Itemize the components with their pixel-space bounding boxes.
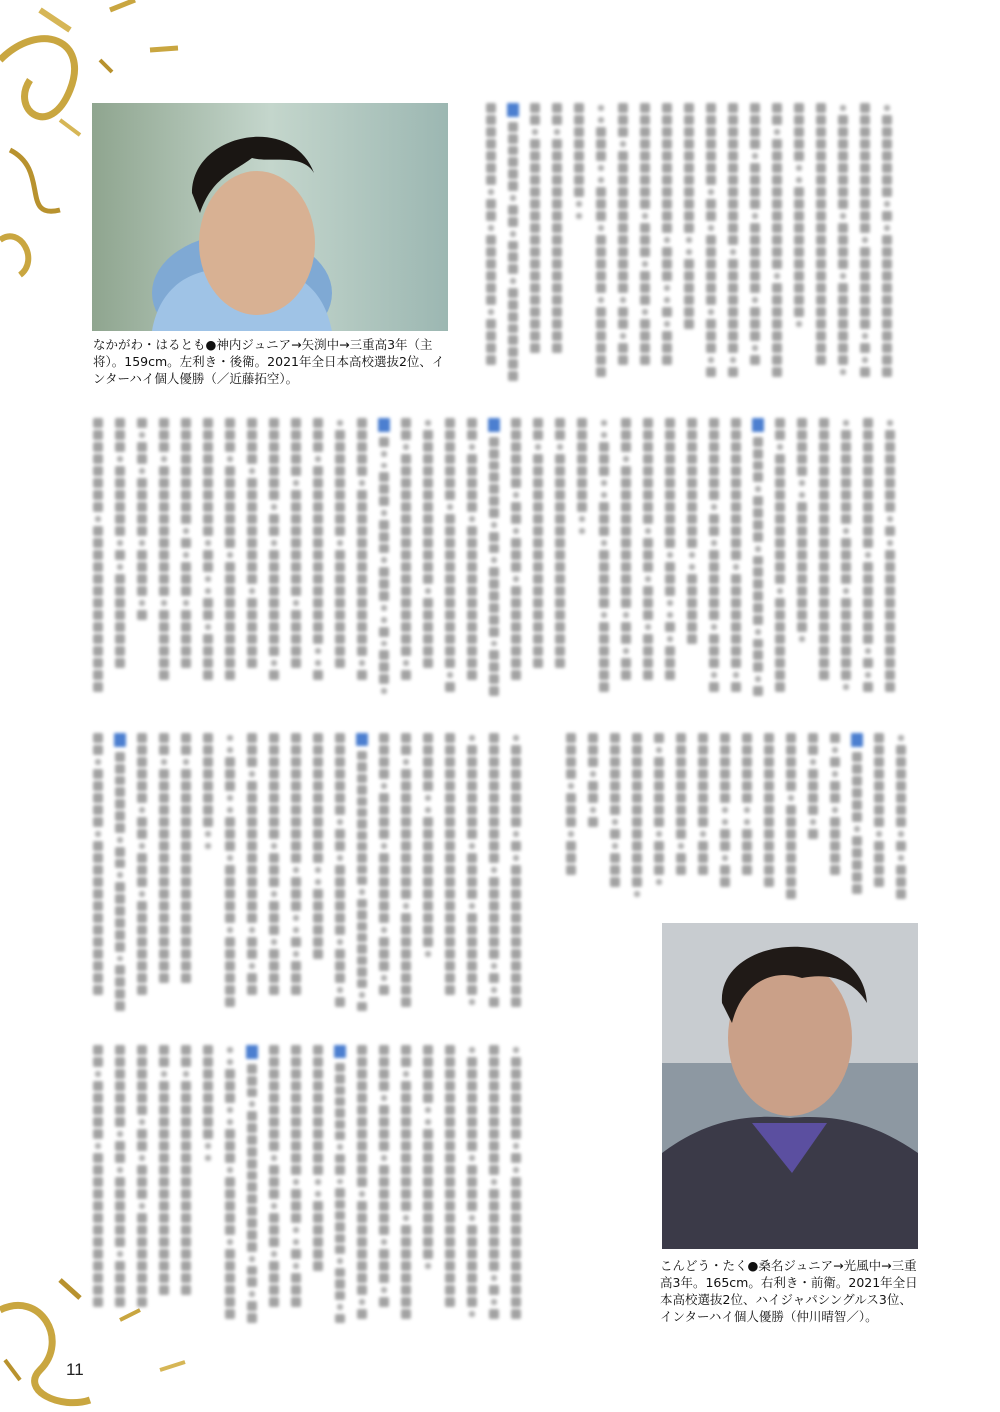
text-column (510, 733, 521, 1013)
text-block-top-right (485, 103, 892, 383)
text-column (114, 733, 125, 1013)
text-column (510, 1045, 521, 1325)
text-column (466, 1045, 477, 1325)
text-column (202, 733, 213, 1013)
text-column (774, 418, 785, 698)
text-column (334, 418, 345, 698)
text-block-middle (92, 418, 895, 698)
text-column (617, 103, 628, 383)
text-column (661, 103, 672, 383)
text-column (136, 418, 147, 698)
text-column (771, 103, 782, 383)
text-column (529, 103, 540, 383)
text-column (158, 418, 169, 698)
text-column (290, 1045, 301, 1325)
text-column (312, 1045, 323, 1325)
text-column (565, 733, 576, 903)
text-column (246, 418, 257, 698)
text-column (840, 418, 851, 698)
nakagawa-caption: なかがわ・はるとも●神内ジュニア→矢渕中→三重高3年（主将）。159cm。左利き・後衛。2021年全日本高校選抜2位、インターハイ個人優勝（／近藤拓空）。 (93, 337, 445, 386)
text-column (686, 418, 697, 698)
text-column (862, 418, 873, 698)
text-block-bottom (92, 1045, 521, 1325)
text-column (378, 1045, 389, 1325)
text-column (595, 103, 606, 383)
text-column (466, 733, 477, 1013)
text-column (444, 418, 455, 698)
text-column (92, 1045, 103, 1325)
text-column (488, 418, 499, 698)
text-column (400, 1045, 411, 1325)
text-column (114, 1045, 125, 1325)
text-column (378, 733, 389, 1013)
text-column (859, 103, 870, 383)
text-column (785, 733, 796, 903)
text-column (444, 733, 455, 1013)
text-column (697, 733, 708, 903)
text-column (551, 103, 562, 383)
text-column (587, 733, 598, 903)
text-column (741, 733, 752, 903)
text-column (202, 418, 213, 698)
text-column (873, 733, 884, 903)
text-column (510, 418, 521, 698)
text-column (312, 418, 323, 698)
text-column (356, 418, 367, 698)
text-column (466, 418, 477, 698)
text-column (573, 103, 584, 383)
text-column (180, 733, 191, 1013)
text-column (334, 1045, 345, 1325)
text-column (422, 733, 433, 1013)
text-column (400, 733, 411, 1013)
page-number: 11 (66, 1360, 84, 1379)
text-column (422, 1045, 433, 1325)
text-column (136, 733, 147, 1013)
text-column (378, 418, 389, 698)
text-column (488, 1045, 499, 1325)
text-column (290, 733, 301, 1013)
text-column (114, 418, 125, 698)
text-block-lower-right (565, 733, 906, 903)
text-column (158, 1045, 169, 1325)
text-column (224, 418, 235, 698)
text-column (576, 418, 587, 698)
text-column (664, 418, 675, 698)
text-column (356, 733, 367, 1013)
text-column (881, 103, 892, 383)
text-column (609, 733, 620, 903)
text-column (422, 418, 433, 698)
text-column (268, 418, 279, 698)
nakagawa-photo (92, 103, 448, 331)
text-column (92, 418, 103, 698)
text-column (202, 1045, 213, 1325)
text-column (224, 1045, 235, 1325)
text-column (837, 103, 848, 383)
text-column (224, 733, 235, 1013)
text-column (884, 418, 895, 698)
text-column (719, 733, 730, 903)
text-column (400, 418, 411, 698)
text-column (246, 733, 257, 1013)
text-column (752, 418, 763, 698)
text-column (620, 418, 631, 698)
text-column (642, 418, 653, 698)
text-column (334, 733, 345, 1013)
text-column (807, 733, 818, 903)
text-column (683, 103, 694, 383)
text-column (653, 733, 664, 903)
text-column (851, 733, 862, 903)
text-column (639, 103, 650, 383)
text-column (158, 733, 169, 1013)
text-column (180, 418, 191, 698)
text-column (268, 733, 279, 1013)
text-column (290, 418, 301, 698)
text-column (705, 103, 716, 383)
text-column (793, 103, 804, 383)
text-column (507, 103, 518, 383)
text-column (727, 103, 738, 383)
text-column (532, 418, 543, 698)
text-column (763, 733, 774, 903)
text-column (268, 1045, 279, 1325)
text-block-lower-left (92, 733, 521, 1013)
text-column (554, 418, 565, 698)
text-column (796, 418, 807, 698)
text-column (92, 733, 103, 1013)
kondou-caption: こんどう・たく●桑名ジュニア→光風中→三重高3年。165cm。右利き・前衛。2021年全日本高校選抜2位、ハイジャパシングルス3位、インターハイ個人優勝（仲川晴智／）。 (660, 1258, 918, 1324)
text-column (444, 1045, 455, 1325)
kondou-photo (662, 923, 918, 1249)
text-column (485, 103, 496, 383)
text-column (312, 733, 323, 1013)
text-column (730, 418, 741, 698)
text-column (675, 733, 686, 903)
text-column (180, 1045, 191, 1325)
text-column (631, 733, 642, 903)
text-column (749, 103, 760, 383)
text-column (246, 1045, 257, 1325)
text-column (356, 1045, 367, 1325)
text-column (829, 733, 840, 903)
text-column (818, 418, 829, 698)
text-column (815, 103, 826, 383)
text-column (598, 418, 609, 698)
text-column (136, 1045, 147, 1325)
text-column (708, 418, 719, 698)
text-column (895, 733, 906, 903)
text-column (488, 733, 499, 1013)
